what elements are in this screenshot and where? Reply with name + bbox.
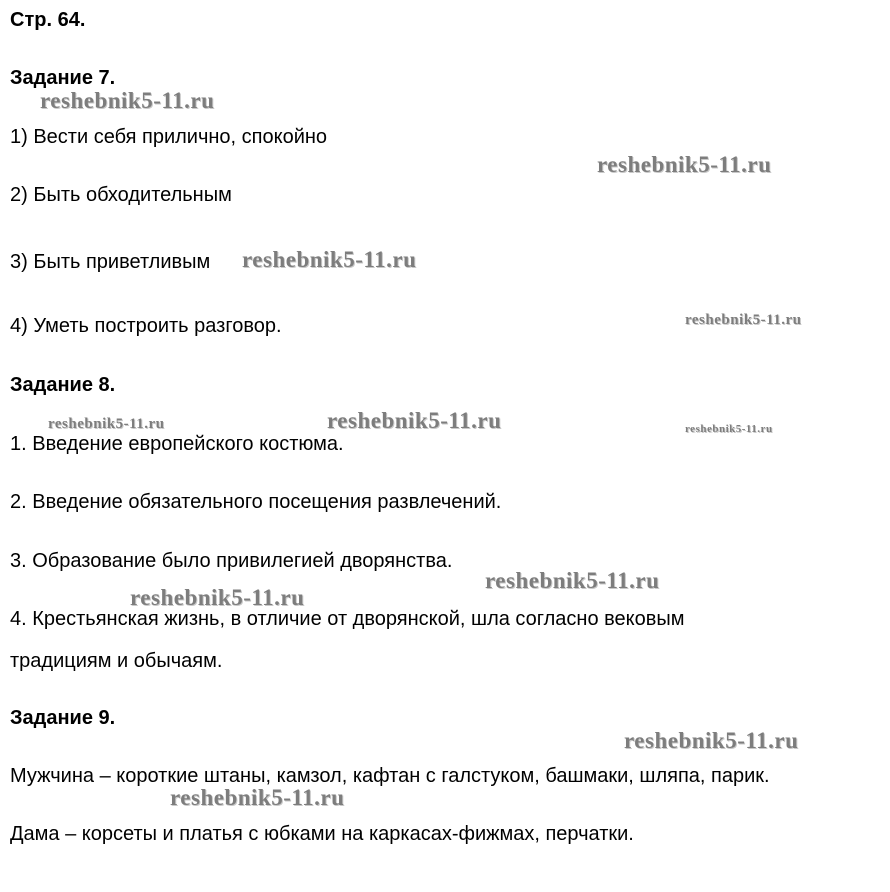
- page-label: Стр. 64.: [10, 9, 86, 31]
- task9-heading: Задание 9.: [10, 707, 116, 729]
- task7-item-1: 1) Вести себя прилично, спокойно: [10, 126, 328, 148]
- watermark-2: reshebnik5-11.ru: [597, 152, 772, 177]
- task8-item-4: 4. Крестьянская жизнь, в отличие от дворянской, шла согласно вековым: [10, 608, 685, 630]
- watermark-6: reshebnik5-11.ru: [327, 408, 502, 433]
- watermark-9: reshebnik5-11.ru: [130, 585, 305, 610]
- watermark-8: reshebnik5-11.ru: [485, 568, 660, 593]
- watermark-11: reshebnik5-11.ru: [170, 785, 345, 810]
- watermark-7: reshebnik5-11.ru: [685, 423, 773, 435]
- watermark-5: reshebnik5-11.ru: [48, 416, 165, 432]
- task8-item-3: 3. Образование было привилегией дворянства.: [10, 550, 453, 572]
- task9-item-man: Мужчина – короткие штаны, камзол, кафтан с галстуком, башмаки, шляпа, парик.: [10, 765, 770, 787]
- watermark-10: reshebnik5-11.ru: [624, 728, 799, 753]
- task7-item-4: 4) Уметь построить разговор.: [10, 315, 282, 337]
- task7-item-3: 3) Быть приветливым: [10, 251, 211, 273]
- task7-item-2: 2) Быть обходительным: [10, 184, 232, 206]
- task8-item-2: 2. Введение обязательного посещения развлечений.: [10, 491, 502, 513]
- task7-heading: Задание 7.: [10, 67, 116, 89]
- watermark-3: reshebnik5-11.ru: [242, 247, 417, 272]
- task8-item-4-continued: традициям и обычаям.: [10, 650, 223, 672]
- task8-item-1: 1. Введение европейского костюма.: [10, 433, 344, 455]
- watermark-1: reshebnik5-11.ru: [40, 88, 215, 113]
- task9-item-lady: Дама – корсеты и платья с юбками на каркасах-фижмах, перчатки.: [10, 823, 634, 845]
- task8-heading: Задание 8.: [10, 374, 116, 396]
- watermark-4: reshebnik5-11.ru: [685, 312, 802, 328]
